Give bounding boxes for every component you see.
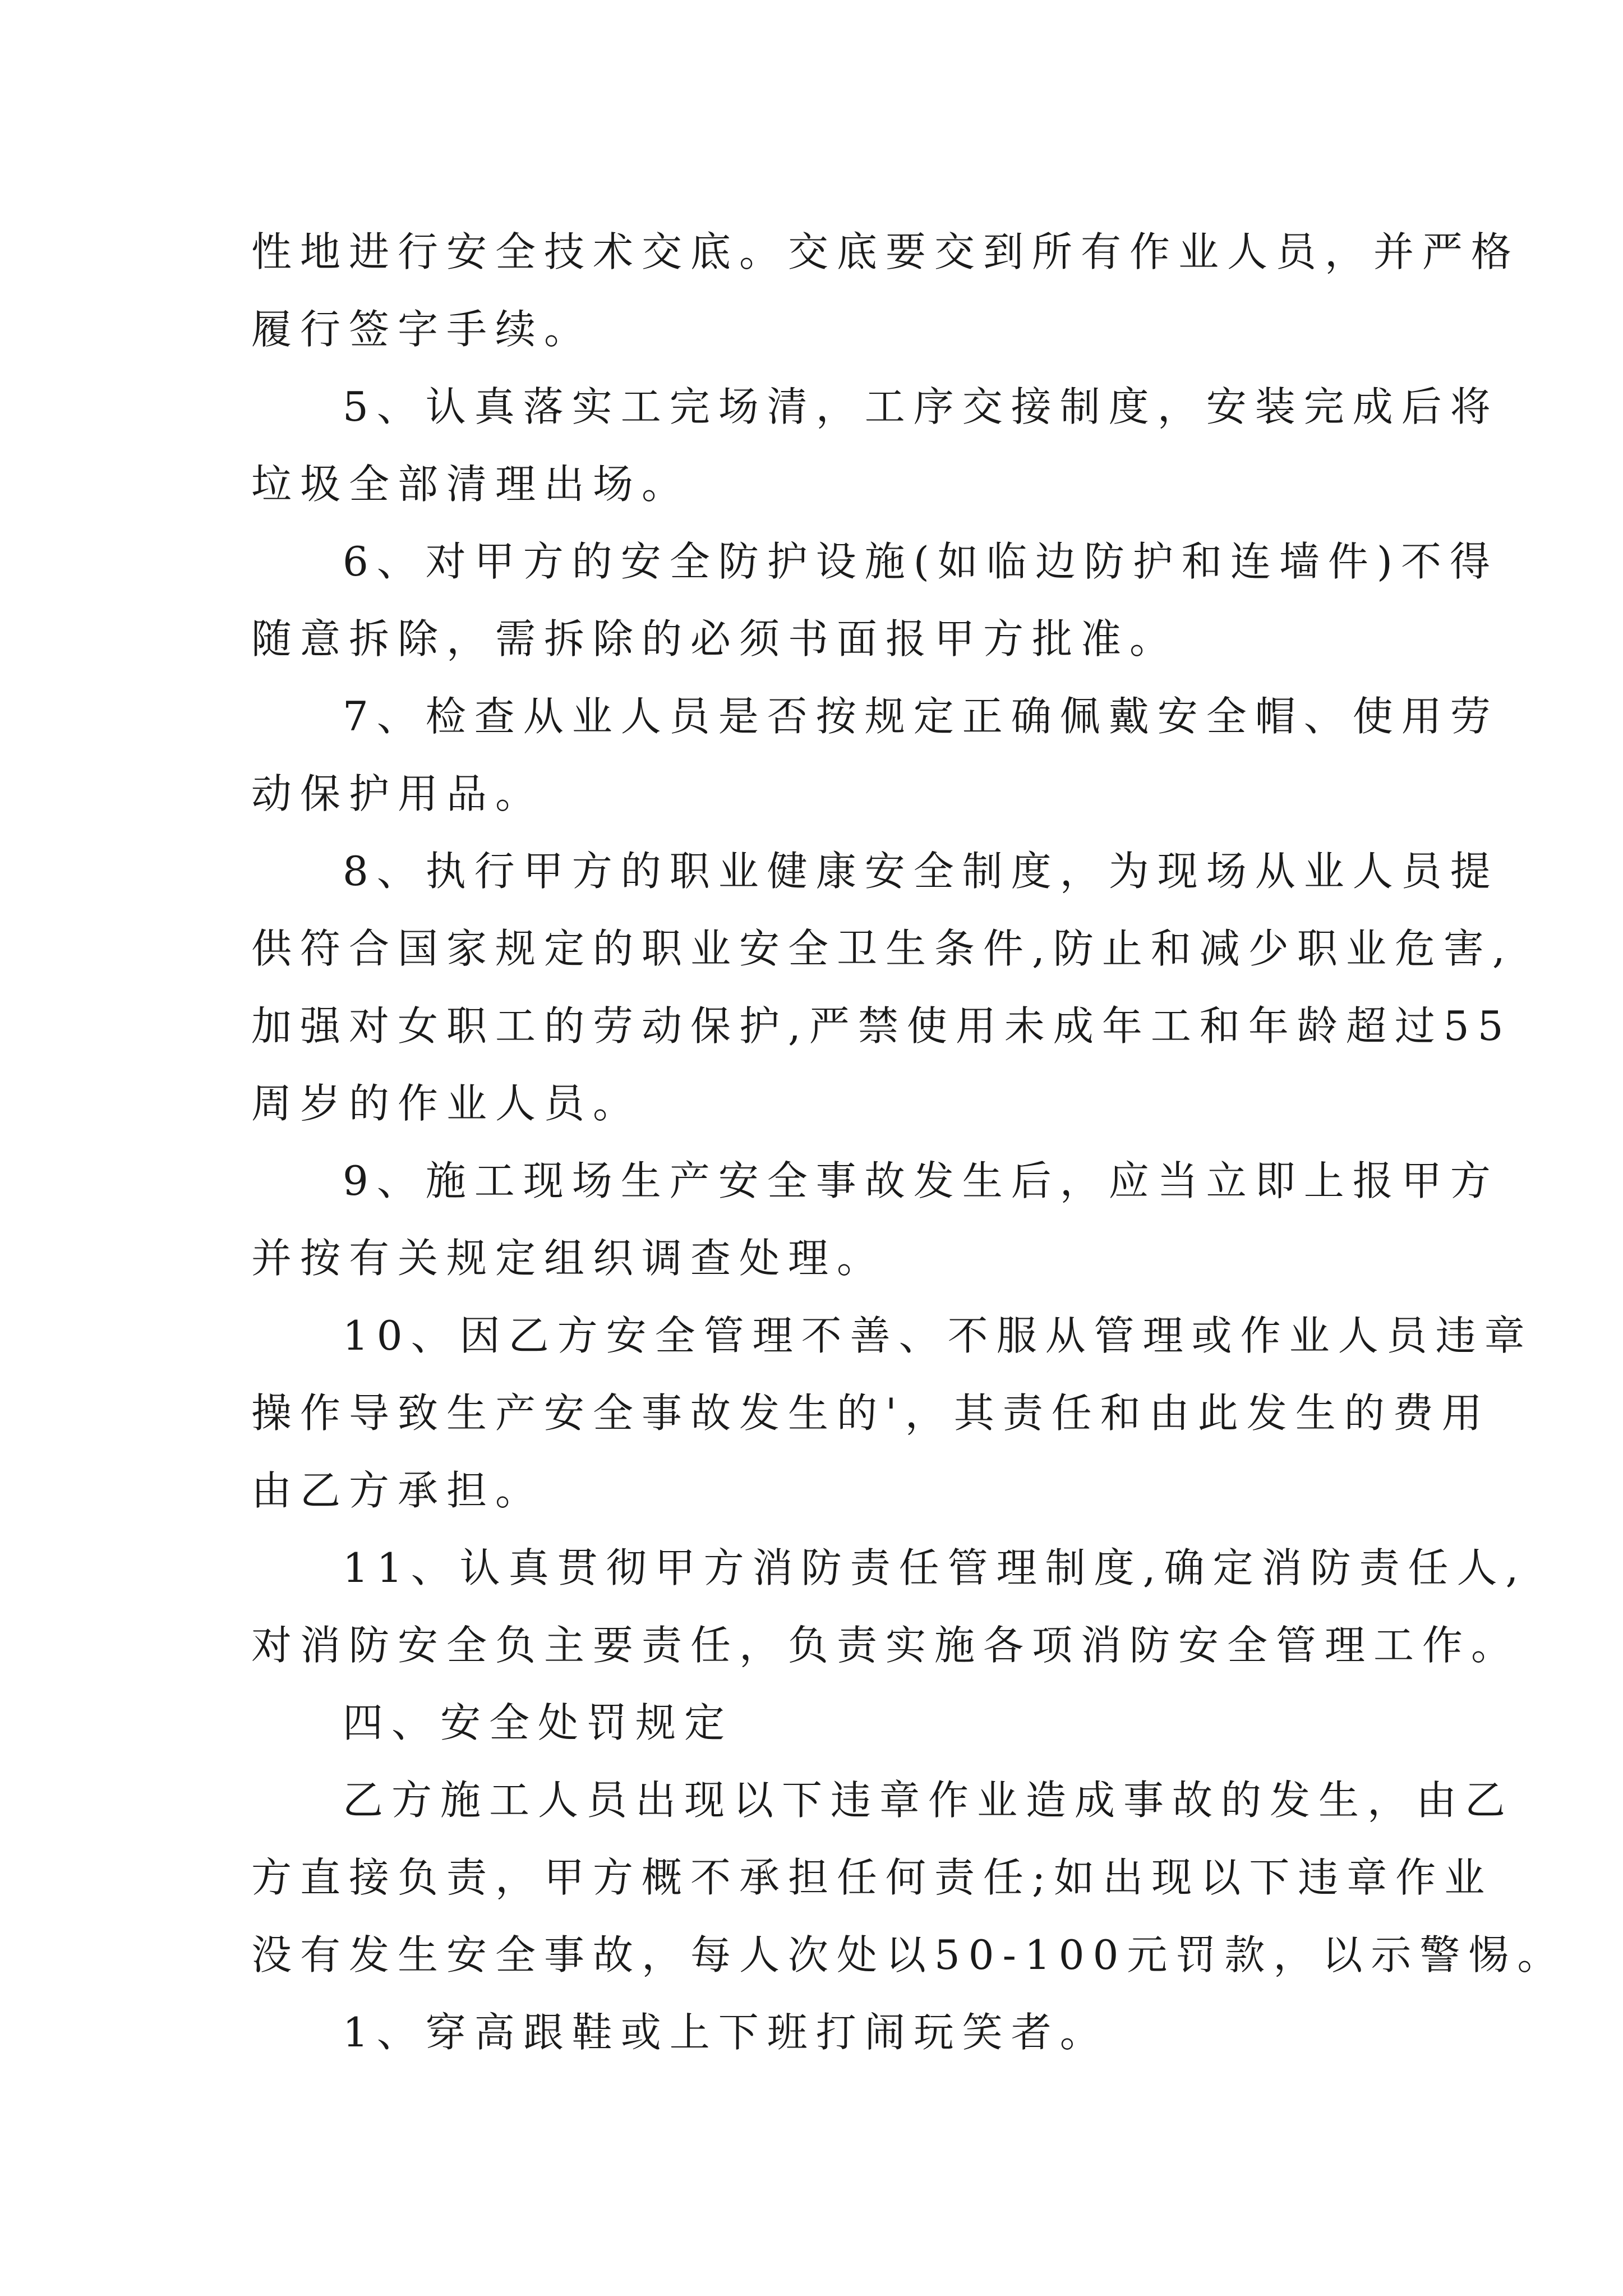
paragraph-continuation [251, 213, 1520, 368]
paragraph-penalty-intro [251, 1761, 1566, 1994]
text-line: 供符合国家规定的职业安全卫生条件,防止和减少职业危害, [251, 925, 1514, 972]
text-line: 没有发生安全事故，每人次处以50-100元罚款，以示警惕。 [251, 1931, 1566, 1978]
paragraph-item-9 [251, 1142, 1499, 1297]
paragraph-item-6 [251, 523, 1498, 678]
section-heading [251, 1684, 1395, 1761]
text-line: 5、认真落实工完场清，工序交接制度，安装完成后将 [343, 383, 1499, 430]
text-line: 11、认真贯彻甲方消防责任管理制度,确定消防责任人, [343, 1544, 1527, 1591]
text-line: 乙方施工人员出现以下违章作业造成事故的发生，由乙 [343, 1777, 1514, 1824]
paragraph-item-10 [251, 1297, 1533, 1529]
text-line: 动保护用品。 [251, 770, 545, 817]
text-line: 周岁的作业人员。 [251, 1080, 642, 1127]
paragraph-item-11 [251, 1529, 1527, 1684]
text-line: 垃圾全部清理出场。 [251, 461, 691, 508]
document-body [251, 213, 1566, 2071]
text-line: 1、穿高跟鞋或上下班打闹玩笑者。 [343, 2009, 1109, 2056]
text-line: 并按有关规定组织调查处理。 [251, 1235, 886, 1282]
text-line: 随意拆除，需拆除的必须书面报甲方批准。 [251, 615, 1179, 662]
text-line: 性地进行安全技术交底。交底要交到所有作业人员，并严格 [251, 228, 1520, 275]
text-line: 对消防安全负主要责任，负责实施各项消防安全管理工作。 [251, 1622, 1520, 1669]
text-line: 操作导致生产安全事故发生的'，其责任和由此发生的费用 [251, 1389, 1491, 1437]
text-line: 7、检查从业人员是否按规定正确佩戴安全帽、使用劳 [343, 693, 1499, 740]
text-line: 履行签字手续。 [251, 306, 593, 353]
text-line: 9、施工现场生产安全事故发生后，应当立即上报甲方 [343, 1157, 1499, 1204]
text-line: 由乙方承担。 [251, 1467, 545, 1514]
text-line: 加强对女职工的劳动保护,严禁使用未成年工和年龄超过55 [251, 1002, 1512, 1050]
text-line: 10、因乙方安全管理不善、不服从管理或作业人员违章 [343, 1312, 1533, 1359]
text-line: 方直接负责，甲方概不承担任何责任;如出现以下违章作业 [251, 1854, 1493, 1901]
paragraph-item-5 [251, 368, 1499, 523]
text-line: 8、执行甲方的职业健康安全制度，为现场从业人员提 [343, 848, 1499, 895]
paragraph-item-8 [251, 832, 1514, 1142]
text-line: 6、对甲方的安全防护设施(如临边防护和连墙件)不得 [343, 538, 1498, 585]
paragraph-item-7 [251, 678, 1499, 832]
text-line: 四、安全处罚规定 [343, 1699, 734, 1746]
paragraph-penalty-item-1 [251, 1994, 1395, 2071]
